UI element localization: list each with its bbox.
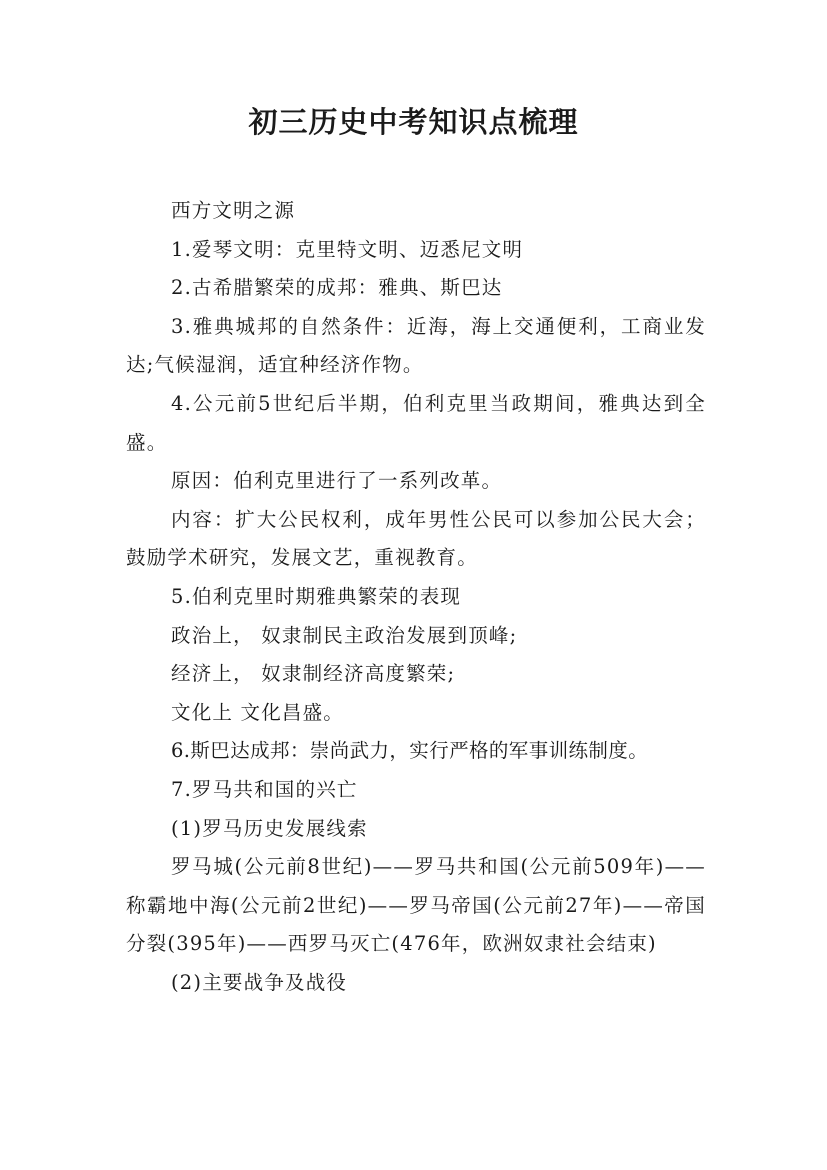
paragraph: 西方文明之源	[171, 199, 296, 222]
paragraph: 1.爱琴文明：克里特文明、迈悉尼文明	[171, 237, 524, 261]
paragraph: 5.伯利克里时期雅典繁荣的表现	[171, 584, 462, 608]
page-title: 初三历史中考知识点梳理	[248, 105, 579, 139]
paragraph: (2)主要战争及战役	[171, 970, 348, 994]
paragraph: 3.雅典城邦的自然条件：近海，海上交通便利，工商业发达;气候湿润，适宜种经济作物。	[126, 314, 706, 377]
paragraph: 内容：扩大公民权利，成年男性公民可以参加公民大会；鼓励学术研究，发展文艺，重视教育。	[126, 507, 706, 570]
paragraph: 原因：伯利克里进行了一系列改革。	[171, 469, 503, 493]
paragraph: 6.斯巴达成邦：崇尚武力，实行严格的军事训练制度。	[171, 739, 649, 763]
paragraph: 经济上， 奴隶制经济高度繁荣;	[171, 662, 456, 686]
document-body	[126, 192, 706, 1002]
paragraph: (1)罗马历史发展线索	[171, 816, 368, 840]
paragraph: 4.公元前5世纪后半期，伯利克里当政期间，雅典达到全盛。	[126, 391, 706, 454]
paragraph: 政治上， 奴隶制民主政治发展到顶峰;	[171, 623, 518, 647]
paragraph: 2.古希腊繁荣的成邦：雅典、斯巴达	[171, 276, 503, 300]
paragraph: 7.罗马共和国的兴亡	[171, 777, 358, 801]
paragraph: 罗马城(公元前8世纪)——罗马共和国(公元前509年)——称霸地中海(公元前2世纪)——罗马帝国(公元前27年)——帝国分裂(395年)——西罗马灭亡(476年，欧洲奴隶社会结束)	[126, 855, 706, 956]
paragraph: 文化上 文化昌盛。	[171, 700, 344, 724]
